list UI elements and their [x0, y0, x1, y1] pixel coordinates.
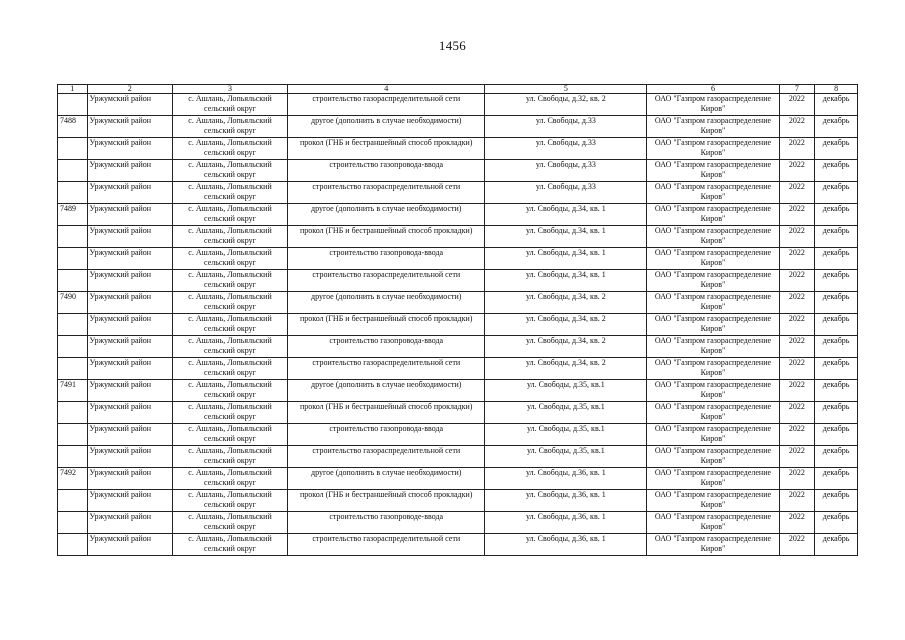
cell-work-type: строительство газораспределительной сети	[288, 270, 485, 292]
cell-locality: с. Ашлань, Лопьяльский сельский округ	[173, 248, 288, 270]
table-row	[58, 204, 858, 226]
cell-address: ул. Свободы, д.34, кв. 1	[485, 204, 647, 226]
cell-work-type: строительство газопровода-ввода	[288, 424, 485, 446]
cell-month: декабрь	[815, 160, 858, 182]
table-row	[58, 226, 858, 248]
cell-address: ул. Свободы, д.36, кв. 1	[485, 468, 647, 490]
cell-work-type: другое (дополнить в случае необходимости)	[288, 116, 485, 138]
table-row	[58, 182, 858, 204]
cell-month: декабрь	[815, 182, 858, 204]
table-row	[58, 116, 858, 138]
page-number: 1456	[438, 38, 467, 53]
cell-year: 2022	[779, 468, 815, 490]
cell-locality: с. Ашлань, Лопьяльский сельский округ	[173, 204, 288, 226]
cell-district: Уржумский район	[87, 138, 172, 160]
column-header: 4	[288, 85, 485, 94]
cell-district: Уржумский район	[87, 512, 172, 534]
cell-month: декабрь	[815, 468, 858, 490]
cell-number: 7491	[58, 380, 88, 402]
cell-district: Уржумский район	[87, 402, 172, 424]
cell-locality: с. Ашлань, Лопьяльский сельский округ	[173, 424, 288, 446]
cell-locality: с. Ашлань, Лопьяльский сельский округ	[173, 160, 288, 182]
column-header: 2	[87, 85, 172, 94]
cell-month: декабрь	[815, 512, 858, 534]
cell-organization: ОАО "Газпром газораспределение Киров"	[647, 182, 779, 204]
cell-year: 2022	[779, 314, 815, 336]
cell-organization: ОАО "Газпром газораспределение Киров"	[647, 358, 779, 380]
cell-address: ул. Свободы, д.34, кв. 2	[485, 292, 647, 314]
cell-number: 7488	[58, 116, 88, 138]
cell-year: 2022	[779, 292, 815, 314]
cell-organization: ОАО "Газпром газораспределение Киров"	[647, 116, 779, 138]
cell-locality: с. Ашлань, Лопьяльский сельский округ	[173, 94, 288, 116]
cell-number	[58, 424, 88, 446]
cell-locality: с. Ашлань, Лопьяльский сельский округ	[173, 336, 288, 358]
cell-month: декабрь	[815, 226, 858, 248]
table-row	[58, 314, 858, 336]
cell-year: 2022	[779, 226, 815, 248]
cell-number	[58, 314, 88, 336]
cell-year: 2022	[779, 160, 815, 182]
cell-organization: ОАО "Газпром газораспределение Киров"	[647, 512, 779, 534]
cell-work-type: строительство газопроводе-ввода	[288, 512, 485, 534]
table-row	[58, 336, 858, 358]
cell-organization: ОАО "Газпром газораспределение Киров"	[647, 402, 779, 424]
cell-month: декабрь	[815, 270, 858, 292]
cell-address: ул. Свободы, д.36, кв. 1	[485, 534, 647, 556]
cell-organization: ОАО "Газпром газораспределение Киров"	[647, 226, 779, 248]
cell-year: 2022	[779, 380, 815, 402]
cell-work-type: строительство газораспределительной сети	[288, 446, 485, 468]
cell-number: 7490	[58, 292, 88, 314]
cell-address: ул. Свободы, д.33	[485, 116, 647, 138]
cell-locality: с. Ашлань, Лопьяльский сельский округ	[173, 534, 288, 556]
cell-number	[58, 534, 88, 556]
cell-year: 2022	[779, 336, 815, 358]
cell-year: 2022	[779, 270, 815, 292]
cell-district: Уржумский район	[87, 204, 172, 226]
cell-address: ул. Свободы, д.35, кв.1	[485, 402, 647, 424]
cell-locality: с. Ашлань, Лопьяльский сельский округ	[173, 116, 288, 138]
cell-organization: ОАО "Газпром газораспределение Киров"	[647, 270, 779, 292]
table-row	[58, 358, 858, 380]
cell-number	[58, 248, 88, 270]
cell-number	[58, 402, 88, 424]
register-body	[58, 94, 858, 556]
table-row	[58, 380, 858, 402]
cell-number: 7489	[58, 204, 88, 226]
cell-work-type: строительство газораспределительной сети	[288, 94, 485, 116]
cell-locality: с. Ашлань, Лопьяльский сельский округ	[173, 226, 288, 248]
table-row	[58, 270, 858, 292]
cell-organization: ОАО "Газпром газораспределение Киров"	[647, 314, 779, 336]
cell-district: Уржумский район	[87, 248, 172, 270]
cell-locality: с. Ашлань, Лопьяльский сельский округ	[173, 314, 288, 336]
cell-address: ул. Свободы, д.35, кв.1	[485, 424, 647, 446]
cell-organization: ОАО "Газпром газораспределение Киров"	[647, 336, 779, 358]
cell-month: декабрь	[815, 424, 858, 446]
cell-number	[58, 94, 88, 116]
cell-number	[58, 138, 88, 160]
cell-number	[58, 226, 88, 248]
cell-district: Уржумский район	[87, 380, 172, 402]
cell-district: Уржумский район	[87, 226, 172, 248]
cell-address: ул. Свободы, д.32, кв. 2	[485, 94, 647, 116]
cell-district: Уржумский район	[87, 490, 172, 512]
cell-district: Уржумский район	[87, 336, 172, 358]
cell-address: ул. Свободы, д.35, кв.1	[485, 380, 647, 402]
cell-district: Уржумский район	[87, 94, 172, 116]
cell-address: ул. Свободы, д.34, кв. 2	[485, 358, 647, 380]
cell-address: ул. Свободы, д.33	[485, 182, 647, 204]
table-row	[58, 160, 858, 182]
cell-number	[58, 358, 88, 380]
register-table	[57, 84, 858, 556]
cell-work-type: прокол (ГНБ и бестраншейный способ прокладки)	[288, 314, 485, 336]
cell-year: 2022	[779, 446, 815, 468]
cell-district: Уржумский район	[87, 314, 172, 336]
cell-district: Уржумский район	[87, 270, 172, 292]
cell-locality: с. Ашлань, Лопьяльский сельский округ	[173, 402, 288, 424]
cell-address: ул. Свободы, д.34, кв. 1	[485, 226, 647, 248]
cell-number	[58, 336, 88, 358]
cell-year: 2022	[779, 534, 815, 556]
cell-address: ул. Свободы, д.36, кв. 1	[485, 490, 647, 512]
cell-work-type: строительство газораспределительной сети	[288, 182, 485, 204]
cell-work-type: строительство газораспределительной сети	[288, 358, 485, 380]
cell-month: декабрь	[815, 94, 858, 116]
cell-year: 2022	[779, 402, 815, 424]
cell-month: декабрь	[815, 116, 858, 138]
cell-number	[58, 270, 88, 292]
cell-month: декабрь	[815, 204, 858, 226]
cell-district: Уржумский район	[87, 424, 172, 446]
table-row	[58, 248, 858, 270]
cell-organization: ОАО "Газпром газораспределение Киров"	[647, 292, 779, 314]
table-row	[58, 534, 858, 556]
cell-month: декабрь	[815, 380, 858, 402]
cell-address: ул. Свободы, д.34, кв. 2	[485, 314, 647, 336]
table-row	[58, 512, 858, 534]
table-row	[58, 292, 858, 314]
cell-year: 2022	[779, 94, 815, 116]
cell-organization: ОАО "Газпром газораспределение Киров"	[647, 468, 779, 490]
cell-address: ул. Свободы, д.33	[485, 160, 647, 182]
cell-address: ул. Свободы, д.36, кв. 1	[485, 512, 647, 534]
cell-work-type: прокол (ГНБ и бестраншейный способ прокладки)	[288, 138, 485, 160]
column-header: 7	[779, 85, 815, 94]
cell-organization: ОАО "Газпром газораспределение Киров"	[647, 204, 779, 226]
cell-work-type: другое (дополнить в случае необходимости)	[288, 204, 485, 226]
cell-district: Уржумский район	[87, 182, 172, 204]
cell-year: 2022	[779, 182, 815, 204]
cell-district: Уржумский район	[87, 160, 172, 182]
cell-number	[58, 490, 88, 512]
cell-month: декабрь	[815, 534, 858, 556]
cell-year: 2022	[779, 490, 815, 512]
cell-year: 2022	[779, 116, 815, 138]
cell-district: Уржумский район	[87, 292, 172, 314]
cell-locality: с. Ашлань, Лопьяльский сельский округ	[173, 358, 288, 380]
cell-year: 2022	[779, 424, 815, 446]
cell-locality: с. Ашлань, Лопьяльский сельский округ	[173, 380, 288, 402]
cell-month: декабрь	[815, 248, 858, 270]
cell-organization: ОАО "Газпром газораспределение Киров"	[647, 248, 779, 270]
cell-work-type: прокол (ГНБ и бестраншейный способ прокладки)	[288, 490, 485, 512]
cell-district: Уржумский район	[87, 468, 172, 490]
column-header: 6	[647, 85, 779, 94]
cell-month: декабрь	[815, 336, 858, 358]
cell-organization: ОАО "Газпром газораспределение Киров"	[647, 490, 779, 512]
cell-number	[58, 512, 88, 534]
table-row	[58, 424, 858, 446]
cell-work-type: строительство газораспределительной сети	[288, 534, 485, 556]
cell-work-type: прокол (ГНБ и бестраншейный способ прокладки)	[288, 402, 485, 424]
cell-address: ул. Свободы, д.34, кв. 2	[485, 336, 647, 358]
cell-month: декабрь	[815, 358, 858, 380]
table-row	[58, 490, 858, 512]
cell-district: Уржумский район	[87, 358, 172, 380]
cell-locality: с. Ашлань, Лопьяльский сельский округ	[173, 182, 288, 204]
header-row	[58, 85, 858, 94]
cell-locality: с. Ашлань, Лопьяльский сельский округ	[173, 512, 288, 534]
cell-year: 2022	[779, 248, 815, 270]
cell-year: 2022	[779, 138, 815, 160]
cell-work-type: строительство газопровода-ввода	[288, 160, 485, 182]
table-row	[58, 446, 858, 468]
table-row	[58, 138, 858, 160]
cell-organization: ОАО "Газпром газораспределение Киров"	[647, 160, 779, 182]
table-row	[58, 468, 858, 490]
cell-locality: с. Ашлань, Лопьяльский сельский округ	[173, 446, 288, 468]
cell-address: ул. Свободы, д.33	[485, 138, 647, 160]
cell-address: ул. Свободы, д.34, кв. 1	[485, 270, 647, 292]
cell-work-type: строительство газопровода-ввода	[288, 336, 485, 358]
cell-district: Уржумский район	[87, 534, 172, 556]
cell-number: 7492	[58, 468, 88, 490]
cell-address: ул. Свободы, д.35, кв.1	[485, 446, 647, 468]
cell-month: декабрь	[815, 314, 858, 336]
cell-year: 2022	[779, 358, 815, 380]
cell-organization: ОАО "Газпром газораспределение Киров"	[647, 138, 779, 160]
cell-locality: с. Ашлань, Лопьяльский сельский округ	[173, 292, 288, 314]
cell-month: декабрь	[815, 138, 858, 160]
cell-month: декабрь	[815, 490, 858, 512]
cell-number	[58, 182, 88, 204]
column-header: 5	[485, 85, 647, 94]
cell-address: ул. Свободы, д.34, кв. 1	[485, 248, 647, 270]
cell-locality: с. Ашлань, Лопьяльский сельский округ	[173, 490, 288, 512]
cell-organization: ОАО "Газпром газораспределение Киров"	[647, 446, 779, 468]
cell-work-type: строительство газопровода-ввода	[288, 248, 485, 270]
cell-locality: с. Ашлань, Лопьяльский сельский округ	[173, 138, 288, 160]
cell-year: 2022	[779, 512, 815, 534]
column-header: 1	[58, 85, 88, 94]
cell-district: Уржумский район	[87, 446, 172, 468]
cell-month: декабрь	[815, 402, 858, 424]
cell-district: Уржумский район	[87, 116, 172, 138]
column-header: 3	[173, 85, 288, 94]
cell-organization: ОАО "Газпром газораспределение Киров"	[647, 380, 779, 402]
cell-locality: с. Ашлань, Лопьяльский сельский округ	[173, 270, 288, 292]
column-header: 8	[815, 85, 858, 94]
cell-number	[58, 160, 88, 182]
cell-organization: ОАО "Газпром газораспределение Киров"	[647, 424, 779, 446]
cell-month: декабрь	[815, 292, 858, 314]
cell-work-type: прокол (ГНБ и бестраншейный способ прокладки)	[288, 226, 485, 248]
cell-work-type: другое (дополнить в случае необходимости)	[288, 292, 485, 314]
table-row	[58, 402, 858, 424]
cell-number	[58, 446, 88, 468]
cell-organization: ОАО "Газпром газораспределение Киров"	[647, 534, 779, 556]
cell-locality: с. Ашлань, Лопьяльский сельский округ	[173, 468, 288, 490]
cell-work-type: другое (дополнить в случае необходимости)	[288, 380, 485, 402]
cell-work-type: другое (дополнить в случае необходимости)	[288, 468, 485, 490]
cell-year: 2022	[779, 204, 815, 226]
cell-organization: ОАО "Газпром газораспределение Киров"	[647, 94, 779, 116]
table-row	[58, 94, 858, 116]
cell-month: декабрь	[815, 446, 858, 468]
